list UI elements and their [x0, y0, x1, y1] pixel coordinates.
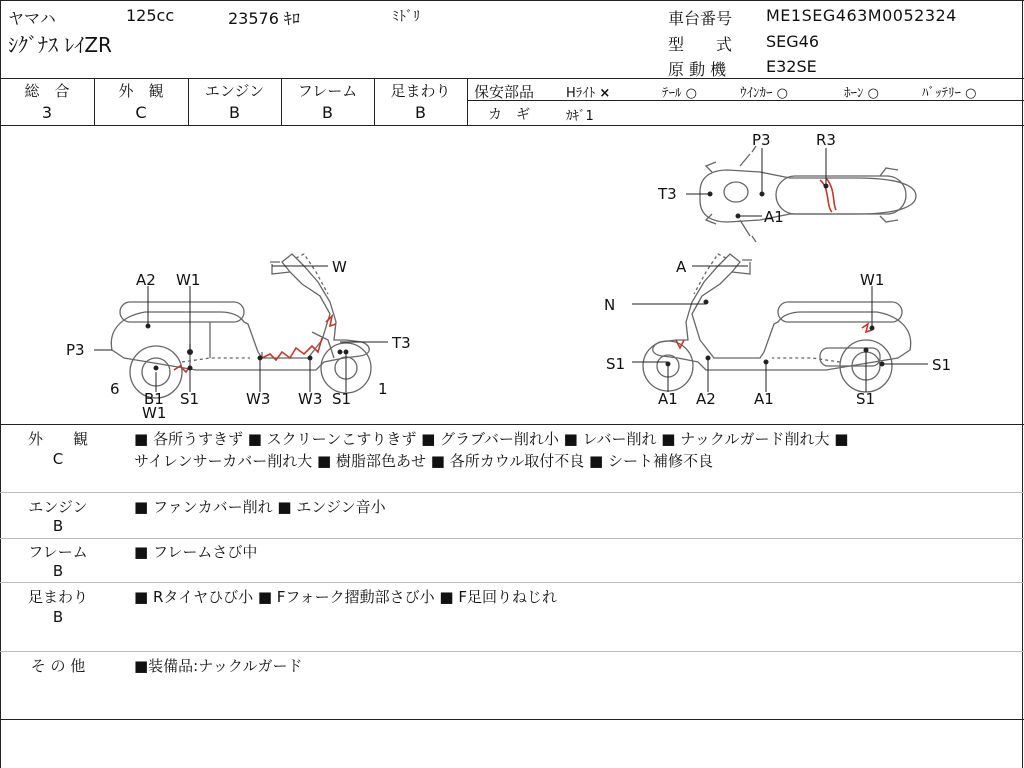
diagram-label: A2 [136, 271, 156, 289]
diagram-label: S1 [932, 356, 952, 374]
safety-item-mark: ○ [776, 86, 788, 101]
damage-diagram [0, 126, 1022, 424]
details-divider [0, 651, 1024, 652]
maker: ヤマハ [8, 9, 56, 28]
diagram-label: W1 [142, 404, 167, 422]
grade-header-exterior: 外 観 [118, 82, 164, 100]
grade-value-suspension: B [415, 103, 426, 122]
detail-title: そ の 他 [30, 657, 86, 675]
safety-item-battery [922, 82, 976, 101]
diagram-label: N [604, 296, 616, 314]
detail-title: エンジン [28, 498, 88, 516]
diagram-label: W3 [246, 390, 271, 408]
diagram-label: B1 [144, 390, 164, 408]
damage-mark-seat-tear [820, 178, 836, 212]
color: ﾐﾄﾞﾘ [392, 9, 420, 25]
safety-label: 保安部品 [474, 83, 535, 101]
details-top-border [0, 424, 1024, 425]
diagram-label: R3 [816, 131, 836, 149]
safety-item-mark: × [599, 86, 611, 101]
detail-title: 足まわり [27, 588, 88, 606]
diagram-label: A1 [658, 390, 678, 408]
safety-item-mark: ○ [867, 86, 879, 101]
detail-grade: B [52, 608, 64, 626]
diagram-label: P3 [66, 341, 85, 359]
safety-item-mark: ○ [965, 86, 977, 101]
diagram-label: W3 [298, 390, 323, 408]
detail-line: ■ 各所うすきず ■ スクリーンこすりきず ■ グラブバー削れ小 ■ レバー削れ ■ ナックルガード削れ大 ■ [134, 430, 849, 448]
displacement: 125cc [126, 6, 175, 25]
detail-line: サイレンサーカバー削れ大 ■ 樹脂部色あせ ■ 各所カウル取付不良 ■ シート補修不良 [134, 452, 713, 470]
frame-right-border [1022, 0, 1023, 768]
engine-value: E32SE [766, 57, 817, 76]
grade-header-engine: エンジン [204, 82, 265, 100]
type-value: SEG46 [766, 32, 820, 51]
grade-header-frame: フレーム [297, 82, 358, 100]
safety-item-horn [844, 82, 879, 101]
safety-item-winker [740, 82, 788, 101]
scooter-top-view [700, 146, 916, 242]
diagram-label: S1 [332, 390, 352, 408]
detail-grade: C [52, 450, 64, 468]
details-bottom-border [0, 719, 1024, 720]
diagram-label: W1 [176, 271, 201, 289]
diagram-label: A2 [696, 390, 716, 408]
safety-item-tail [662, 82, 697, 101]
safety-item-mark: ○ [685, 86, 697, 101]
safety-item-name: ﾎｰﾝ [844, 86, 864, 101]
key-value: ｶｷﾞ1 [566, 109, 594, 124]
diagram-label: A [676, 258, 687, 276]
safety-item-name: ﾊﾞｯﾃﾘｰ [922, 86, 961, 101]
diagram-label: 6 [110, 380, 120, 398]
detail-line: ■ ファンカバー削れ ■ エンジン音小 [134, 498, 386, 516]
diagram-label: W [332, 258, 347, 276]
detail-grade: B [52, 517, 64, 535]
engine-label: 原 動 機 [668, 60, 727, 79]
chassis-value: ME1SEG463M0052324 [766, 6, 957, 25]
diagram-label: S1 [856, 390, 876, 408]
diagram-label: S1 [606, 355, 626, 373]
diagram-label: T3 [392, 334, 411, 352]
detail-line: ■ Rタイヤひび小 ■ Fフォーク摺動部さび小 ■ F足回りねじれ [134, 588, 557, 606]
grade-header-overall: 総 合 [24, 82, 70, 100]
detail-grade: B [52, 562, 64, 580]
chassis-label: 車台番号 [668, 9, 733, 28]
mileage: 23576 ｷﾛ [228, 9, 300, 28]
grade-value-overall: 3 [41, 103, 53, 122]
safety-item-headlight [566, 82, 610, 101]
details-divider [0, 492, 1024, 493]
detail-title: フレーム [28, 543, 88, 561]
model-name: ｼｸﾞﾅｽ ﾚｲZR [8, 33, 112, 57]
grade-value-engine: B [229, 103, 240, 122]
diagram-label: W1 [860, 271, 885, 289]
grade-header-suspension: 足まわり [390, 82, 451, 100]
damage-mark-scratch [262, 338, 322, 360]
grade-divider-5 [467, 78, 468, 125]
safety-item-name: Hﾗｲﾄ [566, 86, 596, 101]
details-divider [0, 538, 1024, 539]
detail-line: ■ フレームさび中 [134, 543, 258, 561]
grade-value-frame: B [322, 103, 333, 122]
safety-item-name: ｳｲﾝｶｰ [740, 86, 773, 101]
type-label: 型 式 [668, 35, 733, 54]
frame-top-border [0, 0, 1024, 1]
details-divider [0, 582, 1024, 583]
key-label: カ ギ [488, 107, 530, 123]
grade-table-top [0, 78, 1024, 79]
diagram-label: S1 [180, 390, 200, 408]
safety-item-name: ﾃｰﾙ [662, 86, 682, 101]
grade-value-exterior: C [135, 103, 147, 122]
diagram-label: A1 [754, 390, 774, 408]
diagram-label: P3 [752, 131, 771, 149]
diagram-label: T3 [658, 185, 677, 203]
detail-title: 外 観 [27, 430, 88, 448]
diagram-label: A1 [764, 208, 784, 226]
diagram-label: 1 [378, 380, 388, 398]
detail-line: ■装備品:ナックルガード [134, 657, 303, 675]
